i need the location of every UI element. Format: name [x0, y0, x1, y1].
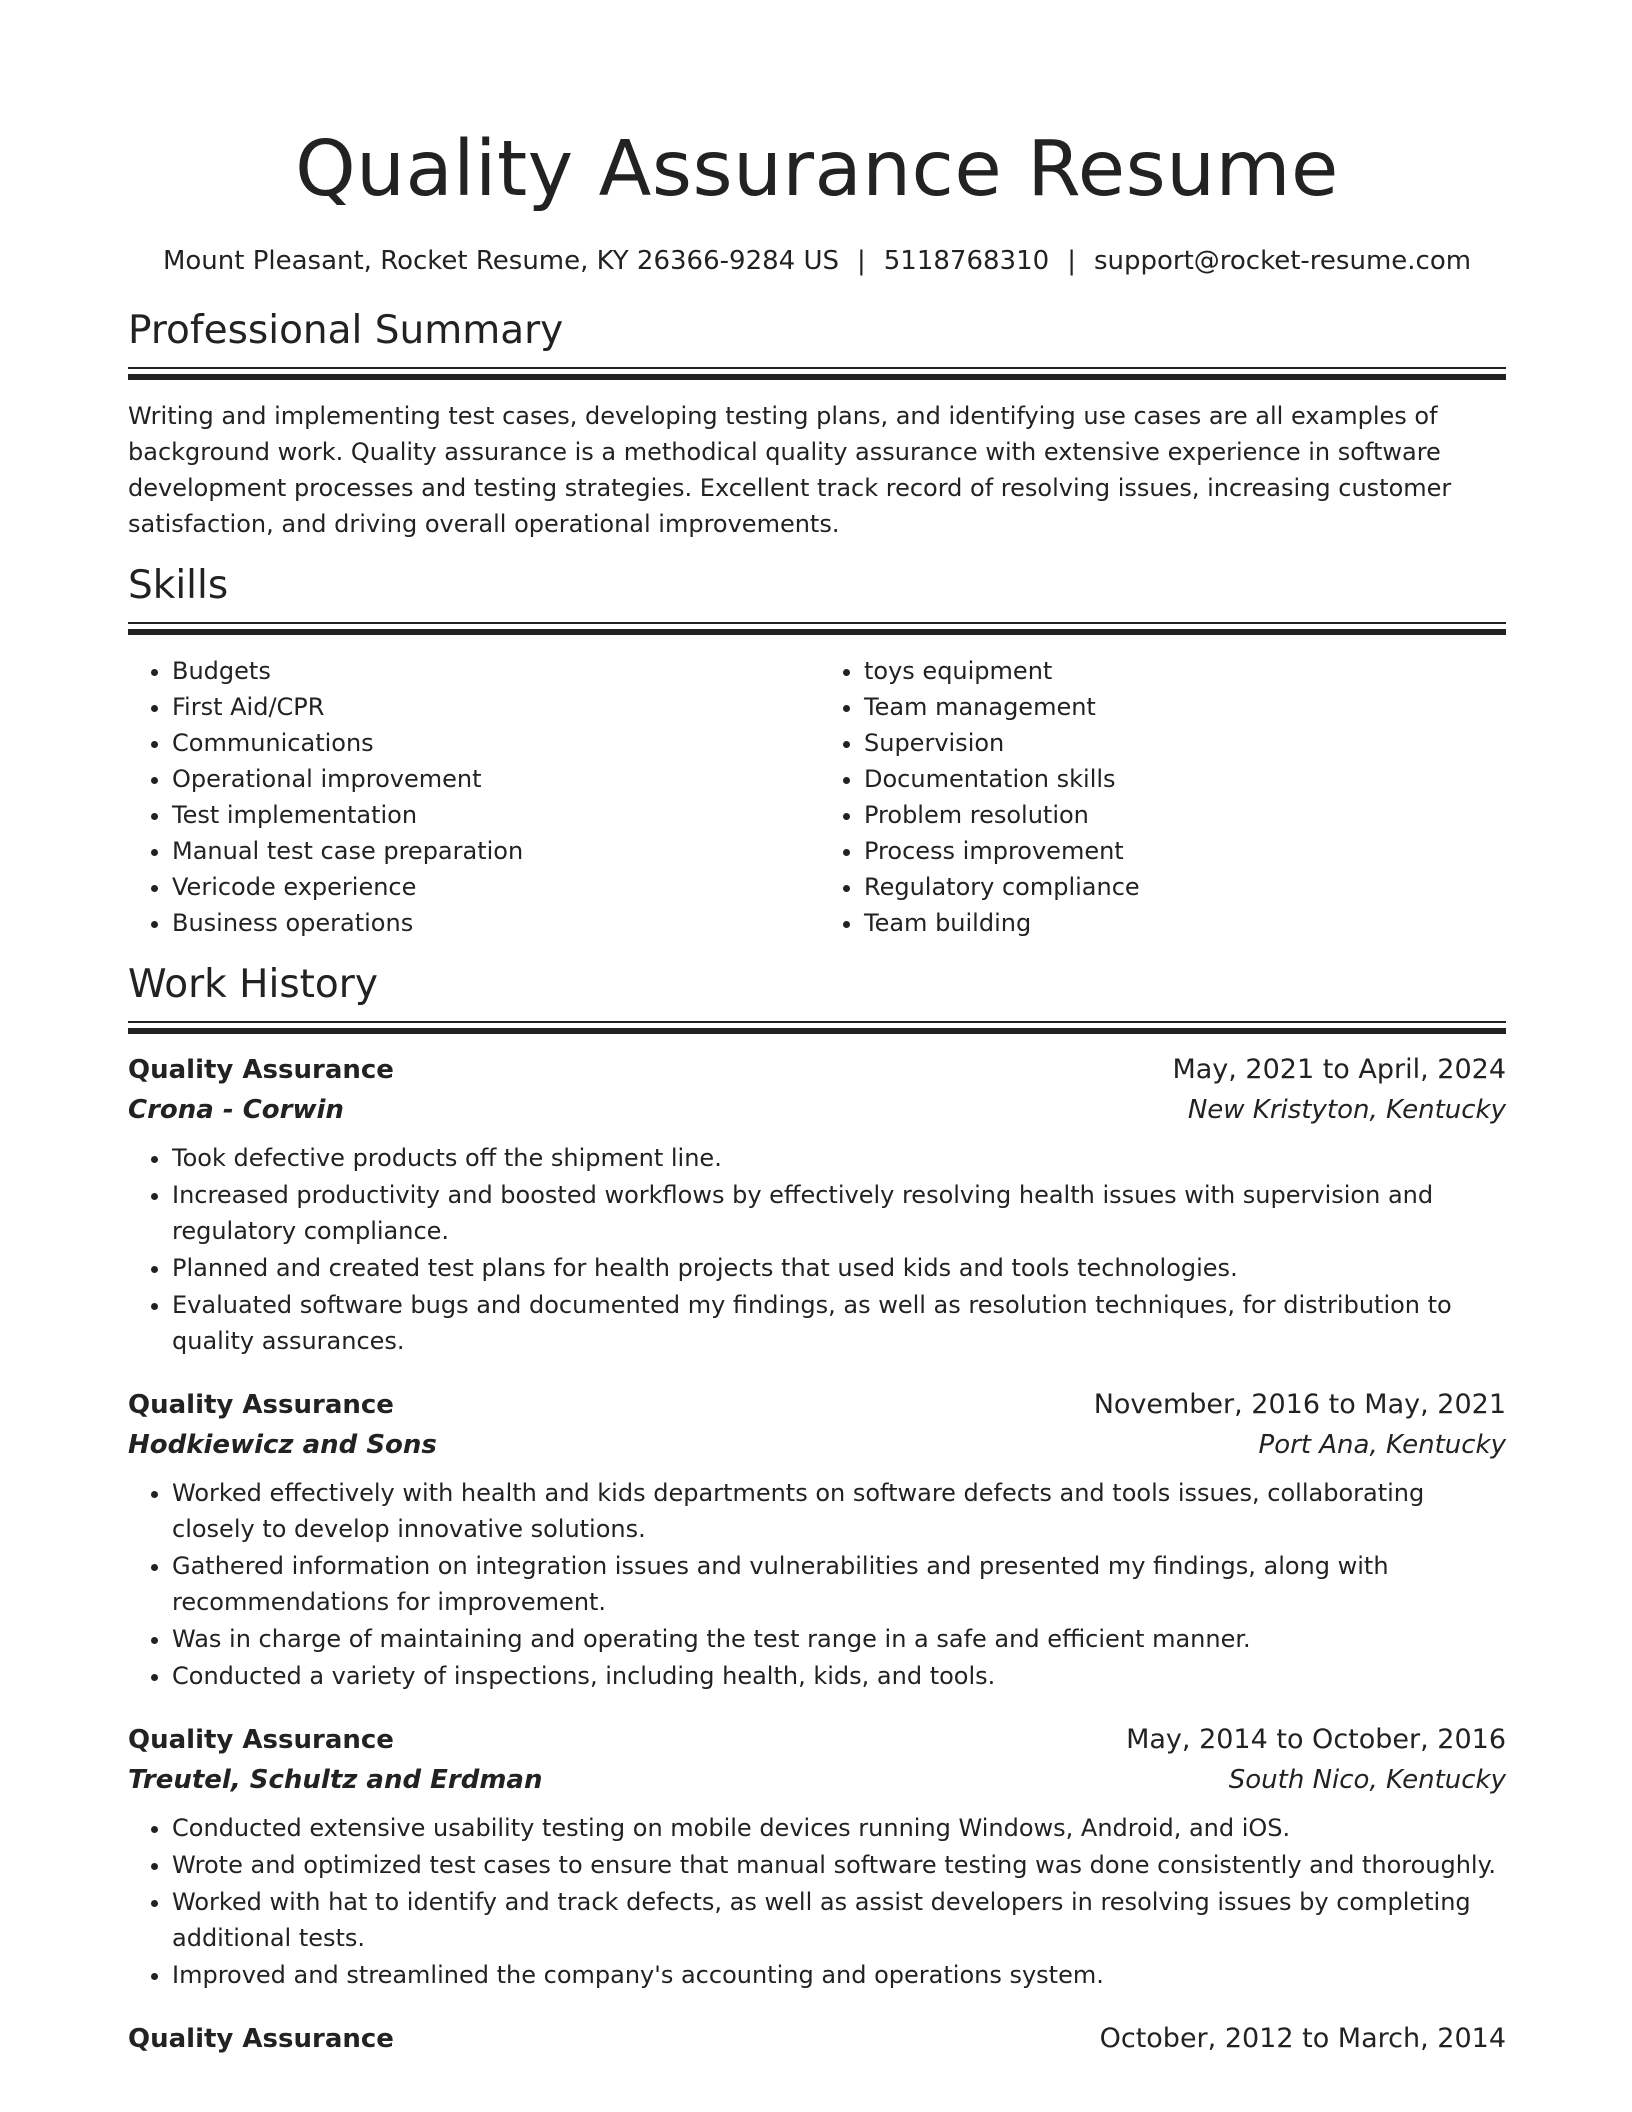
skill-item: • Team management — [864, 689, 1506, 725]
contact-phone: 5118768310 — [883, 246, 1050, 276]
job-bullet: • Was in charge of maintaining and operating the test range in a safe and efficient manner. — [172, 1621, 1506, 1657]
skill-item: • Budgets — [172, 653, 814, 689]
job-dates: May, 2021 to April, 2024 — [1172, 1054, 1506, 1085]
section-divider — [128, 1021, 1506, 1034]
skill-item: • Regulatory compliance — [864, 869, 1506, 905]
contact-line — [128, 244, 1506, 278]
skills-column-right — [814, 653, 1506, 941]
resume-title: Quality Assurance Resume — [295, 125, 1339, 214]
contact-separator: | — [1067, 246, 1076, 276]
job-entry — [128, 1050, 1506, 1359]
summary-text: Writing and implementing test cases, developing testing plans, and identifying use cases are all examples of background work. Quality assurance is a methodical quality assurance with extensive experience in software development processes and testing strategies. Excellent track record of resolving issues, increasing customer satisfaction, and driving overall operational improvements. — [128, 402, 1452, 538]
job-location: Port Ana, Kentucky — [1258, 1430, 1506, 1460]
section-divider — [128, 622, 1506, 635]
contact-address: Mount Pleasant, Rocket Resume, KY 26366-9284 US — [162, 246, 839, 276]
job-location: New Kristyton, Kentucky — [1187, 1095, 1506, 1125]
job-header-row — [128, 1720, 1506, 1760]
section-divider — [128, 367, 1506, 380]
job-bullet: • Improved and streamlined the company's accounting and operations system. — [172, 1957, 1506, 1993]
section-title-summary: Professional Summary — [128, 308, 564, 353]
job-header-row — [128, 1385, 1506, 1425]
skill-item: • Team building — [864, 905, 1506, 941]
job-subheader-row — [128, 1090, 1506, 1130]
job-title: Quality Assurance — [128, 1055, 394, 1085]
skill-item: • First Aid/CPR — [172, 689, 814, 725]
job-bullet: • Increased productivity and boosted workflows by effectively resolving health issues with supervision and regulatory compliance. — [172, 1177, 1506, 1249]
job-bullet: • Planned and created test plans for health projects that used kids and tools technologies. — [172, 1250, 1506, 1286]
job-bullets — [128, 1475, 1506, 1694]
job-bullet: • Took defective products off the shipment line. — [172, 1140, 1506, 1176]
skill-item: • Problem resolution — [864, 797, 1506, 833]
skills-section — [128, 562, 1506, 941]
job-bullet: • Wrote and optimized test cases to ensure that manual software testing was done consistently and thoroughly. — [172, 1847, 1506, 1883]
skill-item: • toys equipment — [864, 653, 1506, 689]
job-company: Hodkiewicz and Sons — [128, 1430, 437, 1460]
section-title-work-history: Work History — [128, 962, 378, 1007]
job-bullet: • Conducted a variety of inspections, including health, kids, and tools. — [172, 1658, 1506, 1694]
skill-item: • Business operations — [172, 905, 814, 941]
job-bullet: • Evaluated software bugs and documented my findings, as well as resolution techniques, for distribution to quality assurances. — [172, 1287, 1506, 1359]
job-company: Crona - Corwin — [128, 1095, 344, 1125]
section-title-skills: Skills — [128, 563, 229, 608]
job-dates: November, 2016 to May, 2021 — [1093, 1389, 1506, 1420]
skills-column-left — [128, 653, 814, 941]
job-title: Quality Assurance — [128, 2024, 394, 2054]
job-bullet: • Worked effectively with health and kids departments on software defects and tools issues, collaborating closely to develop innovative solutions. — [172, 1475, 1506, 1547]
job-bullet: • Worked with hat to identify and track defects, as well as assist developers in resolving issues by completing additional tests. — [172, 1884, 1506, 1956]
work-history-section — [128, 961, 1506, 2059]
job-company: Treutel, Schultz and Erdman — [128, 1765, 543, 1795]
skill-item: • Process improvement — [864, 833, 1506, 869]
skill-item: • Operational improvement — [172, 761, 814, 797]
contact-email: support@rocket-resume.com — [1093, 246, 1472, 276]
skills-columns — [128, 653, 1506, 941]
job-entry — [128, 1720, 1506, 1993]
job-header-row — [128, 2019, 1506, 2059]
job-title: Quality Assurance — [128, 1390, 394, 1420]
job-bullets — [128, 1810, 1506, 1993]
skill-item: • Manual test case preparation — [172, 833, 814, 869]
job-title: Quality Assurance — [128, 1725, 394, 1755]
job-location: South Nico, Kentucky — [1228, 1765, 1506, 1795]
job-dates: May, 2014 to October, 2016 — [1126, 1724, 1506, 1755]
skill-item: • Supervision — [864, 725, 1506, 761]
job-bullets — [128, 1140, 1506, 1359]
job-subheader-row — [128, 1425, 1506, 1465]
summary-section — [128, 307, 1506, 542]
skill-item: • Communications — [172, 725, 814, 761]
job-entry — [128, 2019, 1506, 2059]
job-dates: October, 2012 to March, 2014 — [1099, 2023, 1506, 2054]
skill-item: • Vericode experience — [172, 869, 814, 905]
job-bullet: • Conducted extensive usability testing on mobile devices running Windows, Android, and iOS. — [172, 1810, 1506, 1846]
skill-item: • Test implementation — [172, 797, 814, 833]
job-entry — [128, 1385, 1506, 1694]
job-subheader-row — [128, 1760, 1506, 1800]
skill-item: • Documentation skills — [864, 761, 1506, 797]
job-header-row — [128, 1050, 1506, 1090]
resume-page — [128, 0, 1506, 2059]
contact-separator: | — [857, 246, 866, 276]
job-bullet: • Gathered information on integration issues and vulnerabilities and presented my findings, along with recommendations for improvement. — [172, 1548, 1506, 1620]
